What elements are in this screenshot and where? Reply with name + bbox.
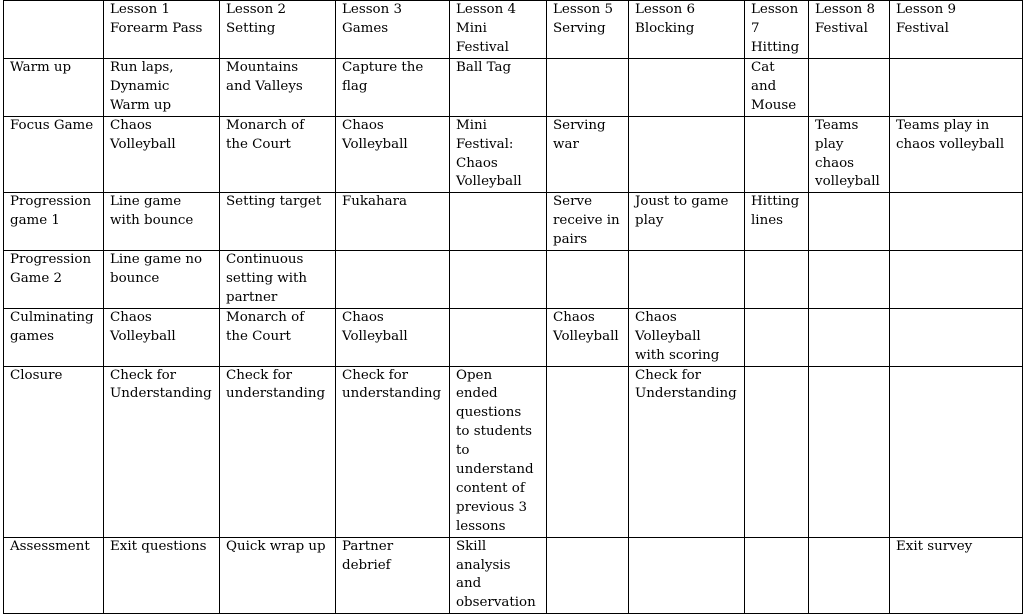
row-label: Culminating games (4, 308, 104, 366)
table-cell: Capture the flag (336, 59, 450, 117)
table-cell: Check for understanding (336, 366, 450, 537)
header-row (4, 1, 1023, 59)
table-cell: Chaos Volleyball (104, 116, 220, 193)
table-cell (745, 308, 809, 366)
table-cell (890, 251, 1023, 309)
table-cell (890, 193, 1023, 251)
table-cell: Setting target (220, 193, 336, 251)
table-cell: Chaos Volleyball (547, 308, 629, 366)
table-cell: Line game no bounce (104, 251, 220, 309)
table-cell (809, 193, 890, 251)
table-row-progression-game-1 (4, 193, 1023, 251)
table-cell: Chaos Volleyball with scoring (629, 308, 745, 366)
header-lesson-3: Lesson 3 Games (336, 1, 450, 59)
lesson-plan-table (3, 0, 1023, 614)
table-cell: Fukahara (336, 193, 450, 251)
table-cell: Mini Festival: Chaos Volleyball (450, 116, 547, 193)
table-cell: Run laps, Dynamic Warm up (104, 59, 220, 117)
table-row-progression-game-2 (4, 251, 1023, 309)
table-cell (547, 59, 629, 117)
table-cell (745, 116, 809, 193)
table-cell (336, 251, 450, 309)
table-cell (547, 366, 629, 537)
table-cell: Ball Tag (450, 59, 547, 117)
table-cell (809, 308, 890, 366)
table-cell (629, 251, 745, 309)
header-lesson-2: Lesson 2 Setting (220, 1, 336, 59)
table-cell (629, 59, 745, 117)
header-lesson-7: Lesson 7 Hitting (745, 1, 809, 59)
table-cell: Chaos Volleyball (104, 308, 220, 366)
table-cell: Teams play in chaos volleyball (890, 116, 1023, 193)
table-cell: Monarch of the Court (220, 308, 336, 366)
table-cell: Check for understanding (220, 366, 336, 537)
table-cell (809, 537, 890, 614)
table-cell: Serving war (547, 116, 629, 193)
table-row-warm-up (4, 59, 1023, 117)
table-cell: Monarch of the Court (220, 116, 336, 193)
table-cell (890, 59, 1023, 117)
table-cell (629, 116, 745, 193)
table-cell (450, 193, 547, 251)
table-cell (809, 59, 890, 117)
table-cell: Continuous setting with partner (220, 251, 336, 309)
table-cell (890, 366, 1023, 537)
table-row-assessment (4, 537, 1023, 614)
row-label: Warm up (4, 59, 104, 117)
table-cell: Joust to game play (629, 193, 745, 251)
table-cell (450, 251, 547, 309)
row-label: Progression game 1 (4, 193, 104, 251)
table-cell: Check for Understanding (104, 366, 220, 537)
table-cell: Exit questions (104, 537, 220, 614)
table-cell: Skill analysis and observation (450, 537, 547, 614)
header-lesson-5: Lesson 5 Serving (547, 1, 629, 59)
table-cell: Chaos Volleyball (336, 308, 450, 366)
row-label: Assessment (4, 537, 104, 614)
header-lesson-9: Lesson 9 Festival (890, 1, 1023, 59)
corner-cell (4, 1, 104, 59)
header-lesson-4: Lesson 4 Mini Festival (450, 1, 547, 59)
header-lesson-6: Lesson 6 Blocking (629, 1, 745, 59)
header-lesson-1: Lesson 1 Forearm Pass (104, 1, 220, 59)
table-cell: Partner debrief (336, 537, 450, 614)
table-cell: Check for Understanding (629, 366, 745, 537)
table-cell (745, 251, 809, 309)
table-cell (450, 308, 547, 366)
table-cell (547, 537, 629, 614)
table-cell: Mountains and Valleys (220, 59, 336, 117)
table-cell (745, 537, 809, 614)
table-row-focus-game (4, 116, 1023, 193)
table-cell: Cat and Mouse (745, 59, 809, 117)
table-cell (809, 251, 890, 309)
table-cell: Hitting lines (745, 193, 809, 251)
row-label: Closure (4, 366, 104, 537)
table-cell (745, 366, 809, 537)
table-cell: Chaos Volleyball (336, 116, 450, 193)
table-cell: Teams play chaos volleyball (809, 116, 890, 193)
table-cell: Exit survey (890, 537, 1023, 614)
table-cell: Quick wrap up (220, 537, 336, 614)
table-cell: Open ended questions to students to understand content of previous 3 lessons (450, 366, 547, 537)
table-cell (890, 308, 1023, 366)
header-lesson-8: Lesson 8 Festival (809, 1, 890, 59)
table-cell: Line game with bounce (104, 193, 220, 251)
table-cell (809, 366, 890, 537)
row-label: Progression Game 2 (4, 251, 104, 309)
table-row-culminating-games (4, 308, 1023, 366)
table-cell (629, 537, 745, 614)
table-row-closure (4, 366, 1023, 537)
table-cell: Serve receive in pairs (547, 193, 629, 251)
row-label: Focus Game (4, 116, 104, 193)
table-cell (547, 251, 629, 309)
